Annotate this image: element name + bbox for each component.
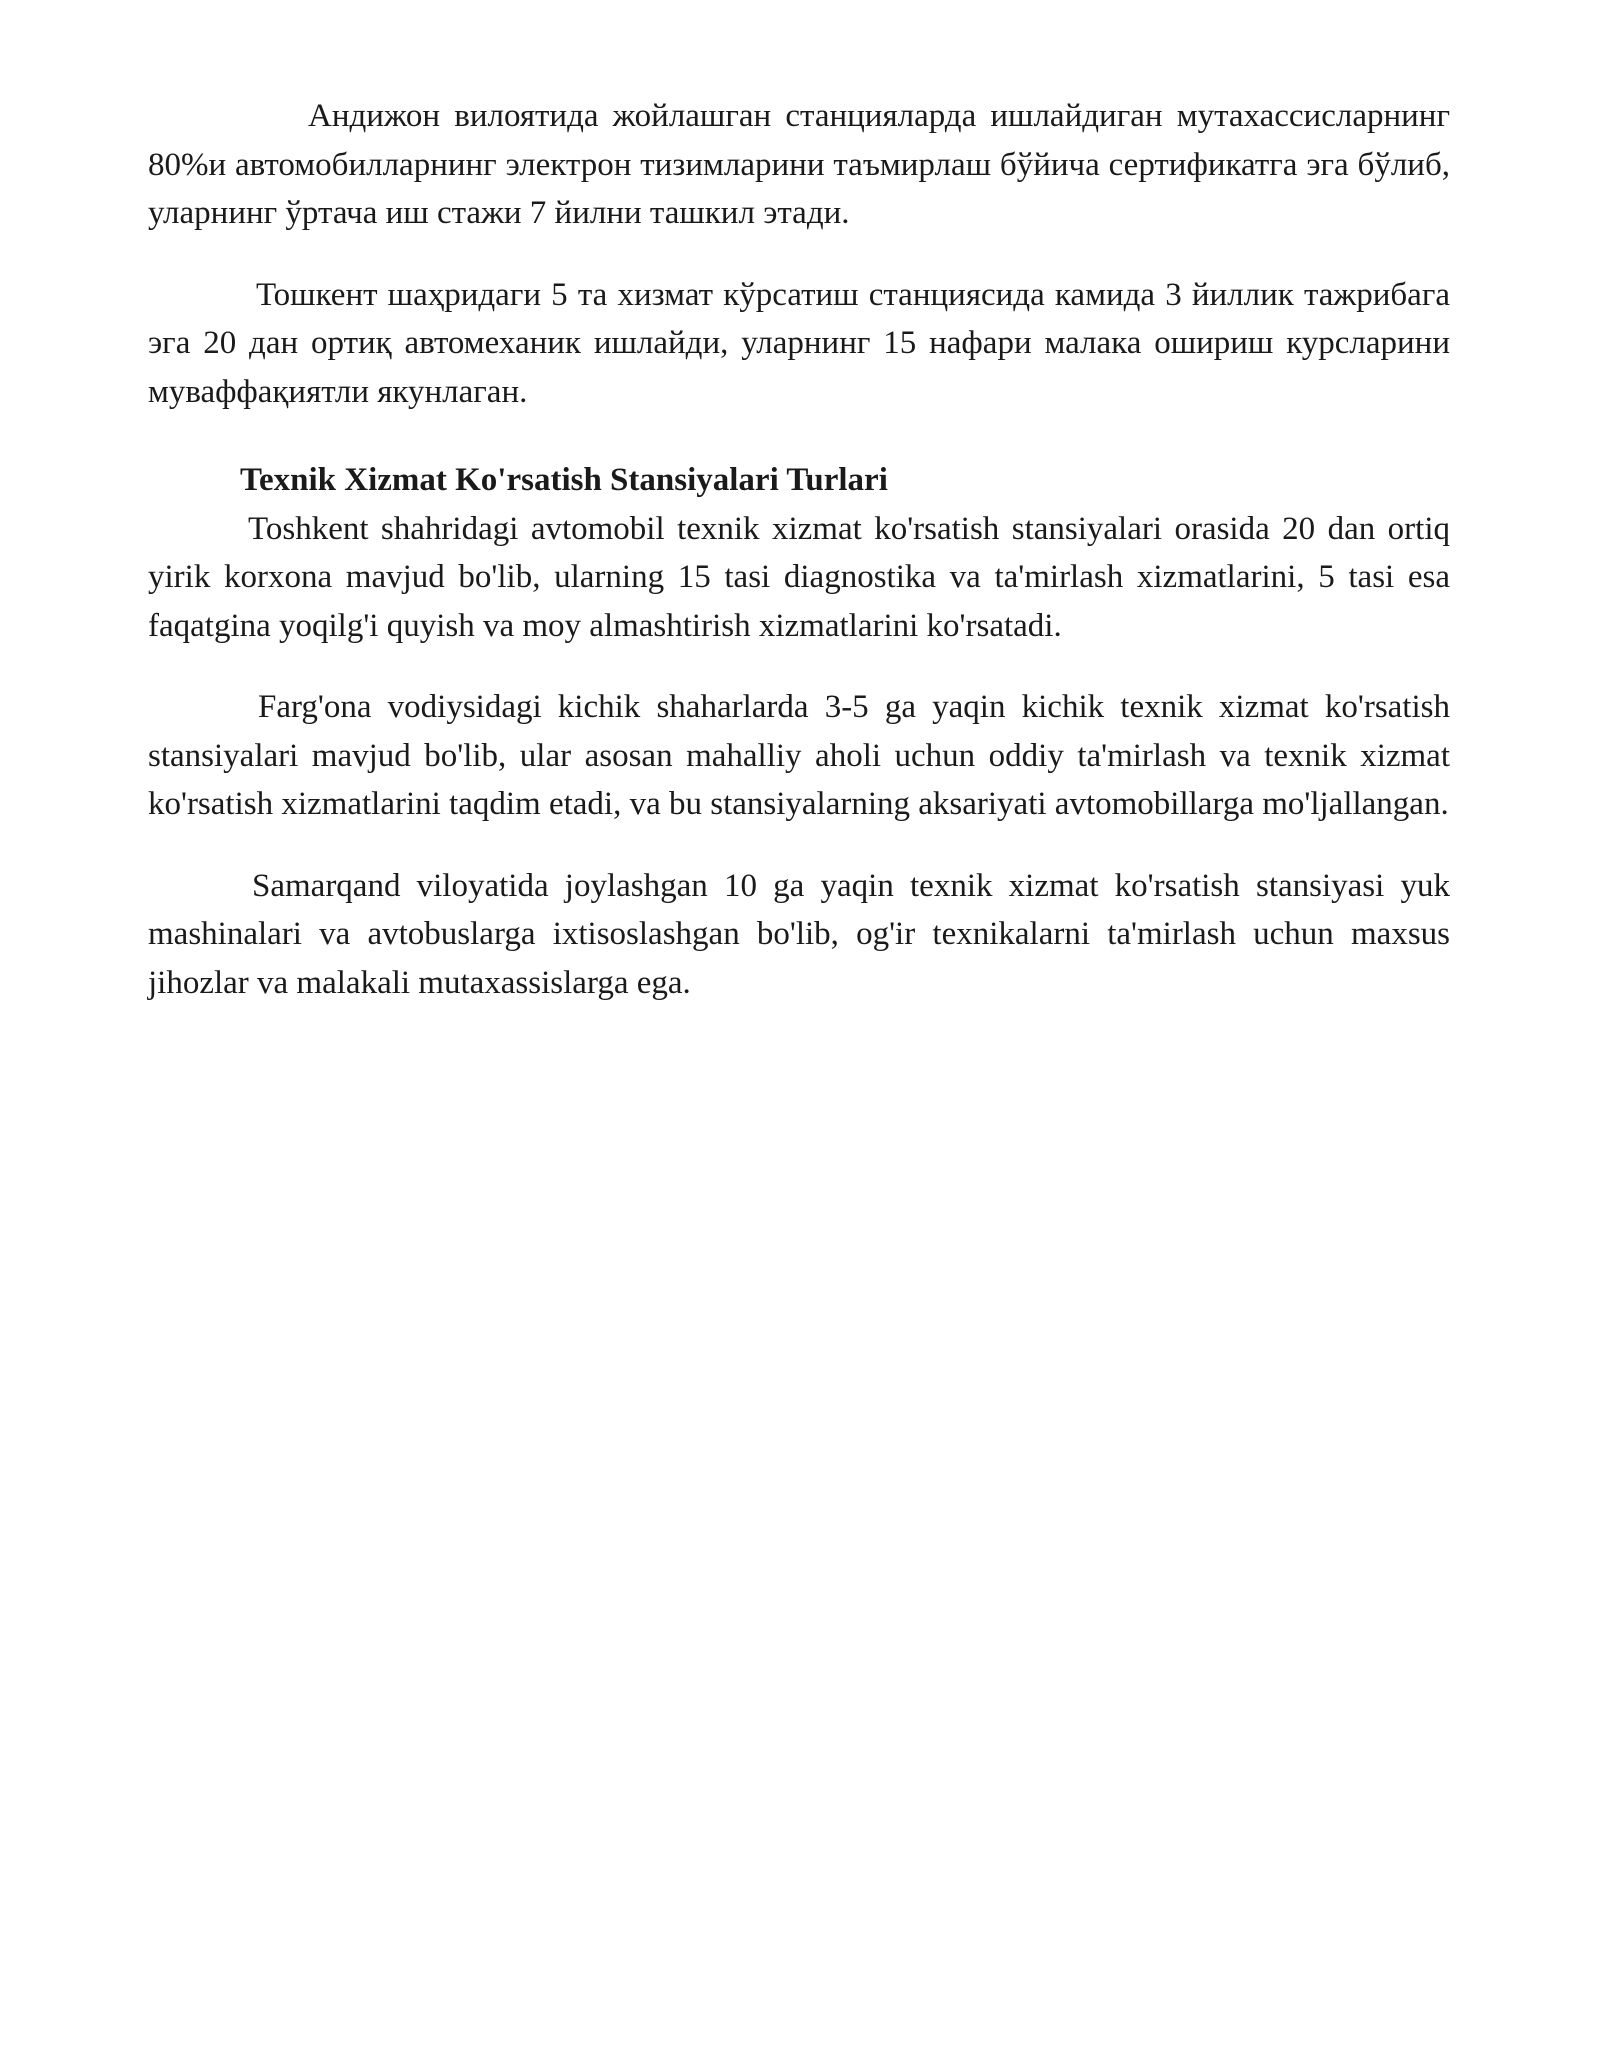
paragraph-samarkand-stations: Samarqand viloyatida joylashgan 10 ga yaqin texnik xizmat ko'rsatish stansiyasi yuk mashinalari va avtobuslarga ixtisoslashgan bo'lib, og'ir texnikalarni ta'mirlash uchun maxsus jihozlar va malakali mutaxassislarga ega.: [148, 867, 1450, 1001]
paragraph-tashkent-stations: Toshkent shahridagi avtomobil texnik xizmat ko'rsatish stansiyalari orasida 20 dan ortiq yirik korxona mavjud bo'lib, ularning 15 tasi diagnostika va ta'mirlash xizmatlarini, 5 tasi esa faqatgina yoqilg'i quyish va moy almashtirish xizmatlarini ko'rsatadi.: [148, 510, 1450, 644]
document-body: [148, 92, 1450, 1007]
paragraph-tashkent-mechanics: Тошкент шаҳридаги 5 та хизмат кўрсатиш станциясида камида 3 йиллик тажрибага эга 20 дан ортиқ автомеханик ишлайди, уларнинг 15 нафари малака ошириш курсларини муваффақиятли якунлаган.: [148, 276, 1450, 410]
section-heading: Texnik Xizmat Ko'rsatish Stansiyalari Turlari: [240, 462, 888, 498]
paragraph-fergana-stations: Farg'ona vodiysidagi kichik shaharlarda 3-5 ga yaqin kichik texnik xizmat ko'rsatish stansiyalari mavjud bo'lib, ular asosan mahalliy aholi uchun oddiy ta'mirlash va texnik xizmat ko'rsatish xizmatlarini taqdim etadi, va bu stansiyalarning aksariyati avtomobillarga mo'ljallangan.: [148, 689, 1450, 822]
paragraph-andijan-specialists: Андижон вилоятида жойлашган станцияларда ишлайдиган мутахассисларнинг 80%и автомобилларнинг электрон тизимларини таъмирлаш бўйича сертификатга эга бўлиб, уларнинг ўртача иш стажи 7 йилни ташкил этади.: [148, 98, 1450, 231]
